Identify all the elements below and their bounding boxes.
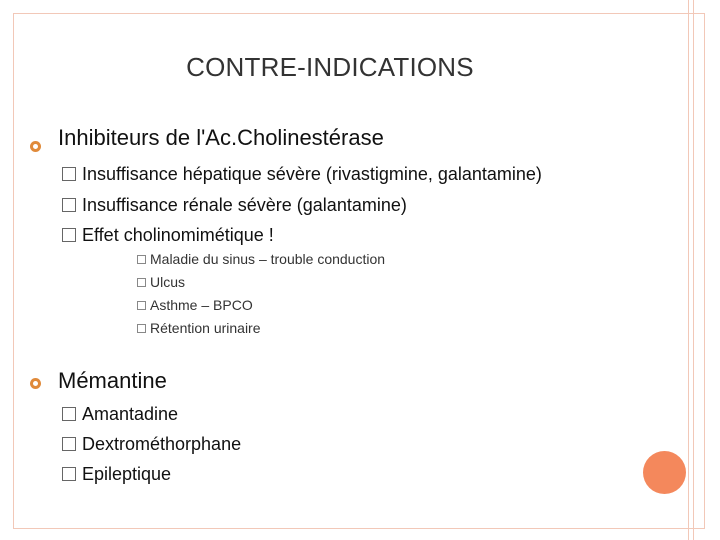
section-heading-inhibiteurs: Inhibiteurs de l'Ac.Cholinestérase [58,125,384,150]
list-item: Insuffisance rénale sévère (galantamine) [62,194,407,216]
checkbox-bullet-icon [137,255,146,264]
checkbox-bullet-icon [137,278,146,287]
checkbox-bullet-icon [62,437,76,451]
sub-list-item: Maladie du sinus – trouble conduction [137,250,385,268]
checkbox-bullet-icon [62,407,76,421]
bullet-icon [30,378,41,389]
section-heading-memantine: Mémantine [58,368,167,393]
list-item: Epileptique [62,463,171,485]
list-item: Dextrométhorphane [62,433,241,455]
sub-list-item: Asthme – BPCO [137,296,253,314]
sub-list-item: Rétention urinaire [137,319,261,337]
bullet-icon [30,141,41,152]
slide-title: CONTRE-INDICATIONS [186,52,474,82]
decorative-circle [643,451,686,494]
checkbox-bullet-icon [137,324,146,333]
list-item: Amantadine [62,403,178,425]
list-item: Insuffisance hépatique sévère (rivastigmine, galantamine) [62,163,542,185]
checkbox-bullet-icon [62,167,76,181]
sub-list-item: Ulcus [137,273,185,291]
checkbox-bullet-icon [62,467,76,481]
decorative-rule [688,0,694,540]
list-item: Effet cholinomimétique ! [62,224,274,246]
checkbox-bullet-icon [62,198,76,212]
checkbox-bullet-icon [62,228,76,242]
checkbox-bullet-icon [137,301,146,310]
